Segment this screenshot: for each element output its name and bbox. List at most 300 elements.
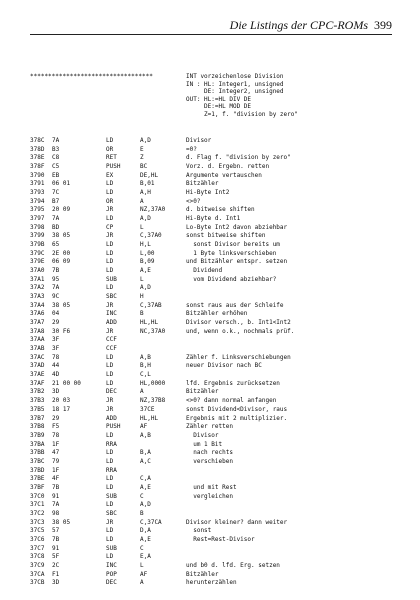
opcode-bytes: 98 xyxy=(52,509,60,517)
listing-row xyxy=(30,467,400,476)
opcode-bytes: 3F xyxy=(52,336,60,344)
comment: vergleichen xyxy=(186,492,233,500)
mnemonic: LD xyxy=(106,189,114,197)
listing-row xyxy=(30,189,400,198)
mnemonic: LD xyxy=(106,215,114,223)
opcode-bytes: 38 05 xyxy=(52,301,71,309)
listing-row xyxy=(30,484,400,493)
comment: vom Dividend abziehbar? xyxy=(186,275,277,283)
listing-row xyxy=(30,163,400,172)
intro-line: INT vorzeichenlose Division xyxy=(186,73,284,80)
opcode-bytes: 57 xyxy=(52,527,60,535)
operands: A xyxy=(140,197,144,205)
address: 37A2 xyxy=(30,284,45,292)
routine-description xyxy=(186,73,298,119)
comment: Divisor xyxy=(186,431,219,439)
listing-row xyxy=(30,224,400,233)
opcode-bytes: 4D xyxy=(52,371,60,379)
operands: A xyxy=(140,579,144,587)
mnemonic: JR xyxy=(106,232,114,240)
operands: L xyxy=(140,275,144,283)
address: 3794 xyxy=(30,197,45,205)
listing-row xyxy=(30,493,400,502)
operands: NZ,37A0 xyxy=(140,206,166,214)
address: 3790 xyxy=(30,171,45,179)
mnemonic: PUSH xyxy=(106,423,121,431)
opcode-bytes: F1 xyxy=(52,570,60,578)
operands: C,A xyxy=(140,475,151,483)
opcode-bytes: 3D xyxy=(52,388,60,396)
mnemonic: INC xyxy=(106,561,117,569)
opcode-bytes: 38 05 xyxy=(52,518,71,526)
comment: neuer Divisor nach BC xyxy=(186,362,262,370)
address: 37AF xyxy=(30,379,45,387)
opcode-bytes: 04 xyxy=(52,310,60,318)
comment: und, wenn o.k., nochmals prüf. xyxy=(186,327,295,335)
opcode-bytes: 21 00 00 xyxy=(52,379,81,387)
mnemonic: LD xyxy=(106,267,114,275)
comment: Hi-Byte d. Int1 xyxy=(186,215,241,223)
listing-row xyxy=(30,519,400,528)
listing-row xyxy=(30,276,400,285)
operands: HL,HL xyxy=(140,319,159,327)
address: 37CB xyxy=(30,579,45,587)
listing-row xyxy=(30,406,400,415)
intro-line: DE:=HL MOD DE xyxy=(186,103,252,111)
opcode-bytes: 2C xyxy=(52,561,60,569)
comment: Lo-Byte Int2 davon abziehbar xyxy=(186,223,288,231)
operands: E xyxy=(140,145,144,153)
mnemonic: SBC xyxy=(106,293,117,301)
operands: A xyxy=(140,388,144,396)
listing-row xyxy=(30,527,400,536)
address: 379E xyxy=(30,258,45,266)
listing-row xyxy=(30,258,400,267)
comment: Bitzähler xyxy=(186,570,219,578)
address: 37CA xyxy=(30,570,45,578)
mnemonic: JR xyxy=(106,206,114,214)
mnemonic: JR xyxy=(106,327,114,335)
comment: Bitzähler xyxy=(186,388,219,396)
running-title: Die Listings der CPC-ROMs xyxy=(229,18,368,32)
operands: NC,37A0 xyxy=(140,327,166,335)
opcode-bytes: 30 F6 xyxy=(52,327,71,335)
operands: DE,HL xyxy=(140,171,159,179)
mnemonic: JR xyxy=(106,405,114,413)
mnemonic: LD xyxy=(106,284,114,292)
address: 3797 xyxy=(30,215,45,223)
operands: A,B xyxy=(140,431,151,439)
mnemonic: LD xyxy=(106,475,114,483)
mnemonic: CCF xyxy=(106,336,117,344)
operands: L xyxy=(140,223,144,231)
address: 37B3 xyxy=(30,397,45,405)
opcode-bytes: 38 05 xyxy=(52,232,71,240)
operands: A,E xyxy=(140,535,151,543)
listing-row xyxy=(30,423,400,432)
mnemonic: SBC xyxy=(106,509,117,517)
mnemonic: LD xyxy=(106,457,114,465)
opcode-bytes: 7B xyxy=(52,267,60,275)
mnemonic: LD xyxy=(106,501,114,509)
listing-row xyxy=(30,536,400,545)
opcode-bytes: 95 xyxy=(52,275,60,283)
opcode-bytes: 3F xyxy=(52,345,60,353)
mnemonic: LD xyxy=(106,258,114,266)
listing-row xyxy=(30,146,400,155)
opcode-bytes: 7A xyxy=(52,284,60,292)
listing-row xyxy=(30,206,400,215)
mnemonic: JR xyxy=(106,301,114,309)
address: 37C6 xyxy=(30,535,45,543)
mnemonic: SUB xyxy=(106,492,117,500)
mnemonic: OR xyxy=(106,145,114,153)
operands: A,D xyxy=(140,284,151,292)
operands: C,37CA xyxy=(140,518,162,526)
operands: A,C xyxy=(140,457,151,465)
address: 37C9 xyxy=(30,561,45,569)
comment: Vorz. d. Ergebn. retten xyxy=(186,163,270,171)
intro-line: OUT: HL:=HL DIV DE xyxy=(186,95,252,103)
opcode-bytes: C5 xyxy=(52,163,60,171)
address: 379B xyxy=(30,241,45,249)
listing-row xyxy=(30,336,400,345)
opcode-bytes: 91 xyxy=(52,492,60,500)
assembly-listing xyxy=(30,137,400,588)
page-header xyxy=(0,18,392,33)
opcode-bytes: 7C xyxy=(52,189,60,197)
mnemonic: EX xyxy=(106,171,114,179)
address: 37C5 xyxy=(30,527,45,535)
listing-row xyxy=(30,441,400,450)
operands: HL,HL xyxy=(140,414,159,422)
mnemonic: JR xyxy=(106,518,114,526)
address: 37AA xyxy=(30,336,45,344)
listing-row xyxy=(30,562,400,571)
opcode-bytes: 06 09 xyxy=(52,258,71,266)
comment: lfd. Ergebnis zurücksetzen xyxy=(186,379,280,387)
opcode-bytes: 7A xyxy=(52,501,60,509)
listing-row xyxy=(30,545,400,554)
address: 37C8 xyxy=(30,553,45,561)
operands: E,A xyxy=(140,553,151,561)
mnemonic: PUSH xyxy=(106,163,121,171)
listing-row xyxy=(30,501,400,510)
opcode-bytes: 78 xyxy=(52,431,60,439)
comment: nach rechts xyxy=(186,449,233,457)
comment: und Bitzähler entspr. setzen xyxy=(186,258,288,266)
operands: A,D xyxy=(140,215,151,223)
operands: H xyxy=(140,293,144,301)
address: 37A0 xyxy=(30,267,45,275)
address: 37A3 xyxy=(30,293,45,301)
mnemonic: LD xyxy=(106,483,114,491)
listing-row xyxy=(30,571,400,580)
mnemonic: SUB xyxy=(106,544,117,552)
listing-row xyxy=(30,137,400,146)
comment: sonst xyxy=(186,527,212,535)
address: 37B7 xyxy=(30,414,45,422)
comment: sonst bitweise shiften xyxy=(186,232,266,240)
listing-row xyxy=(30,380,400,389)
listing-row xyxy=(30,250,400,259)
operands: A,E xyxy=(140,483,151,491)
mnemonic: LD xyxy=(106,431,114,439)
operands: A,B xyxy=(140,353,151,361)
address: 37BC xyxy=(30,457,45,465)
opcode-bytes: 5F xyxy=(52,553,60,561)
address: 37BF xyxy=(30,483,45,491)
comment: sonst Divisor bereits um xyxy=(186,241,280,249)
comment: Zähler f. Linksverschiebungen xyxy=(186,353,291,361)
comment: Argumente vertauschen xyxy=(186,171,262,179)
listing-row xyxy=(30,345,400,354)
comment: Divisor versch., b. Int1<Int2 xyxy=(186,319,291,327)
operands: C,37A0 xyxy=(140,232,162,240)
listing-row xyxy=(30,198,400,207)
listing-row xyxy=(30,172,400,181)
mnemonic: RRA xyxy=(106,440,117,448)
opcode-bytes: 20 03 xyxy=(52,397,71,405)
operands: AF xyxy=(140,423,148,431)
mnemonic: LD xyxy=(106,362,114,370)
operands: B,01 xyxy=(140,180,155,188)
opcode-bytes: 7A xyxy=(52,215,60,223)
intro-line: DE: Integer2, unsigned xyxy=(186,88,284,96)
listing-row xyxy=(30,579,400,588)
address: 37AC xyxy=(30,353,45,361)
mnemonic: RRA xyxy=(106,466,117,474)
opcode-bytes: 65 xyxy=(52,241,60,249)
comment: d. bitweise shiften xyxy=(186,206,255,214)
comment: 1 Byte linksverschieben xyxy=(186,249,277,257)
operands: HL,0000 xyxy=(140,379,166,387)
mnemonic: LD xyxy=(106,180,114,188)
comment: d. Flag f. "division by zero" xyxy=(186,154,291,162)
opcode-bytes: 44 xyxy=(52,362,60,370)
comment: Zähler retten xyxy=(186,423,233,431)
operands: B xyxy=(140,310,144,318)
operands: H,L xyxy=(140,241,151,249)
mnemonic: LD xyxy=(106,535,114,543)
address: 37BE xyxy=(30,475,45,483)
opcode-bytes: 29 xyxy=(52,319,60,327)
listing-row xyxy=(30,154,400,163)
intro-line: IN : HL: Integer1, unsigned xyxy=(186,80,284,88)
comment: sonst Dividend<Divisor, raus xyxy=(186,405,288,413)
mnemonic: LD xyxy=(106,553,114,561)
listing-row xyxy=(30,180,400,189)
operands: BC xyxy=(140,163,148,171)
comment: =0? xyxy=(186,145,197,153)
operands: D,A xyxy=(140,527,151,535)
operands: B xyxy=(140,509,144,517)
comment: sonst raus aus der Schleife xyxy=(186,301,284,309)
operands: C xyxy=(140,544,144,552)
address: 37A4 xyxy=(30,301,45,309)
listing-row xyxy=(30,232,400,241)
operands: 37CE xyxy=(140,405,155,413)
address: 37BB xyxy=(30,449,45,457)
listing-row xyxy=(30,510,400,519)
comment: Bitzähler xyxy=(186,180,219,188)
comment: und b0 d. lfd. Erg. setzen xyxy=(186,561,280,569)
address: 3791 xyxy=(30,180,45,188)
address: 37A7 xyxy=(30,319,45,327)
listing-row xyxy=(30,388,400,397)
header-rule xyxy=(30,34,392,35)
address: 37C2 xyxy=(30,509,45,517)
address: 37A1 xyxy=(30,275,45,283)
mnemonic: LD xyxy=(106,371,114,379)
operands: A,E xyxy=(140,267,151,275)
address: 37AE xyxy=(30,371,45,379)
opcode-bytes: 91 xyxy=(52,544,60,552)
mnemonic: DEC xyxy=(106,388,117,396)
operands: Z xyxy=(140,154,144,162)
address: 37B8 xyxy=(30,423,45,431)
comment: Bitzähler erhöhen xyxy=(186,310,248,318)
listing-row xyxy=(30,267,400,276)
mnemonic: INC xyxy=(106,310,117,318)
opcode-bytes: 7B xyxy=(52,535,60,543)
opcode-bytes: B3 xyxy=(52,145,60,153)
listing-row xyxy=(30,415,400,424)
address: 37C7 xyxy=(30,544,45,552)
operands: C,L xyxy=(140,371,151,379)
listing-row xyxy=(30,397,400,406)
listing-row xyxy=(30,215,400,224)
mnemonic: CCF xyxy=(106,345,117,353)
opcode-bytes: 4F xyxy=(52,475,60,483)
comment: <>0? xyxy=(186,197,201,205)
comment: um 1 Bit xyxy=(186,440,223,448)
comment: und mit Rest xyxy=(186,483,237,491)
listing-row xyxy=(30,241,400,250)
listing-row xyxy=(30,553,400,562)
mnemonic: LD xyxy=(106,241,114,249)
mnemonic: DEC xyxy=(106,579,117,587)
opcode-bytes: B7 xyxy=(52,197,60,205)
page-number: 399 xyxy=(374,18,392,32)
listing-row xyxy=(30,432,400,441)
operands: A,H xyxy=(140,189,151,197)
mnemonic: LD xyxy=(106,353,114,361)
address: 37C1 xyxy=(30,501,45,509)
address: 378E xyxy=(30,154,45,162)
address: 37A8 xyxy=(30,327,45,335)
mnemonic: CP xyxy=(106,223,114,231)
address: 378F xyxy=(30,163,45,171)
opcode-bytes: 78 xyxy=(52,353,60,361)
operands: L,00 xyxy=(140,249,155,257)
opcode-bytes: 3D xyxy=(52,579,60,587)
opcode-bytes: 7A xyxy=(52,137,60,144)
address: 37C0 xyxy=(30,492,45,500)
address: 37B2 xyxy=(30,388,45,396)
listing-row xyxy=(30,475,400,484)
opcode-bytes: 79 xyxy=(52,457,60,465)
address: 37BA xyxy=(30,440,45,448)
mnemonic: SUB xyxy=(106,275,117,283)
mnemonic: LD xyxy=(106,449,114,457)
address: 37AB xyxy=(30,345,45,353)
operands: C,37AB xyxy=(140,301,162,309)
opcode-bytes: EB xyxy=(52,171,60,179)
operands: B,09 xyxy=(140,258,155,266)
address: 3795 xyxy=(30,206,45,214)
address: 37B5 xyxy=(30,405,45,413)
opcode-bytes: F5 xyxy=(52,423,60,431)
listing-row xyxy=(30,293,400,302)
address: 378D xyxy=(30,145,45,153)
separator-stars: ********************************** xyxy=(30,73,153,80)
comment: Divisor xyxy=(186,137,212,144)
opcode-bytes: C8 xyxy=(52,154,60,162)
opcode-bytes: 1F xyxy=(52,440,60,448)
address: 37B9 xyxy=(30,431,45,439)
opcode-bytes: BD xyxy=(52,223,60,231)
comment: <>0? dann normal anfangen xyxy=(186,397,277,405)
opcode-bytes: 2E 00 xyxy=(52,249,71,257)
address: 379C xyxy=(30,249,45,257)
listing-row xyxy=(30,354,400,363)
opcode-bytes: 06 01 xyxy=(52,180,71,188)
mnemonic: LD xyxy=(106,137,114,144)
opcode-bytes: 1F xyxy=(52,466,60,474)
listing-row xyxy=(30,319,400,328)
opcode-bytes: 47 xyxy=(52,449,60,457)
listing-row xyxy=(30,284,400,293)
operands: B,H xyxy=(140,362,151,370)
listing-row xyxy=(30,362,400,371)
operands: AF xyxy=(140,570,148,578)
address: 37AD xyxy=(30,362,45,370)
comment: Divisor kleiner? dann weiter xyxy=(186,518,288,526)
comment: herunterzählen xyxy=(186,579,237,587)
address: 37A6 xyxy=(30,310,45,318)
address: 3798 xyxy=(30,223,45,231)
listing-row xyxy=(30,310,400,319)
operands: A,D xyxy=(140,137,151,144)
intro-line: Z=1, f. "division by zero" xyxy=(186,110,298,118)
listing-row xyxy=(30,302,400,311)
mnemonic: LD xyxy=(106,249,114,257)
address: 378C xyxy=(30,137,45,144)
listing-row xyxy=(30,328,400,337)
listing-row xyxy=(30,458,400,467)
mnemonic: ADD xyxy=(106,319,117,327)
operands: L xyxy=(140,561,144,569)
opcode-bytes: 7B xyxy=(52,483,60,491)
comment: Ergebnis mit 2 multiplizier. xyxy=(186,414,288,422)
operands: NZ,37B8 xyxy=(140,397,166,405)
opcode-bytes: 29 xyxy=(52,414,60,422)
comment: Rest=Rest-Divisor xyxy=(186,535,255,543)
mnemonic: LD xyxy=(106,379,114,387)
mnemonic: POP xyxy=(106,570,117,578)
comment: Hi-Byte Int2 xyxy=(186,189,230,197)
mnemonic: RET xyxy=(106,154,117,162)
listing-row xyxy=(30,371,400,380)
opcode-bytes: 18 17 xyxy=(52,405,71,413)
mnemonic: OR xyxy=(106,197,114,205)
operands: B,A xyxy=(140,449,151,457)
listing-row xyxy=(30,449,400,458)
mnemonic: LD xyxy=(106,527,114,535)
address: 3793 xyxy=(30,189,45,197)
address: 37BD xyxy=(30,466,45,474)
